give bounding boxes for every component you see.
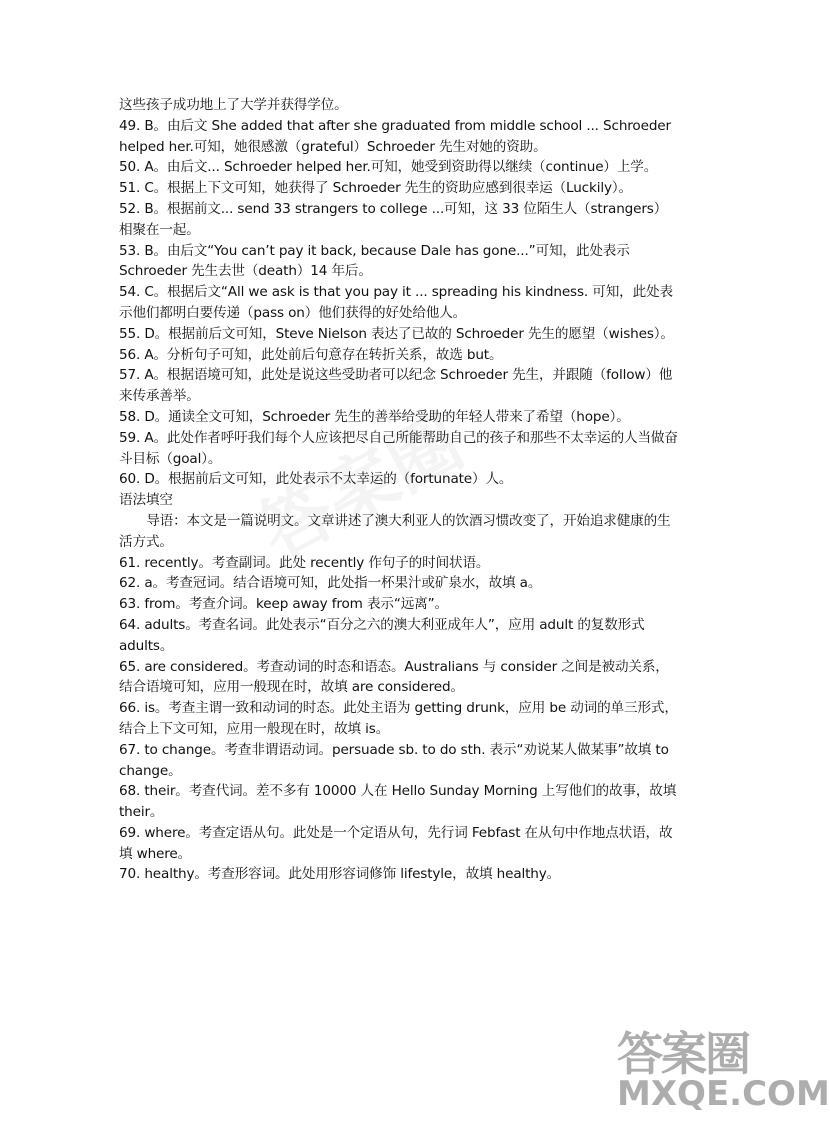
answer-65: 65. are considered。考查动词的时态和语态。Australians 与 consider 之间是被动关系，结合语境可知，应用一般现在时，故填 are considered。: [119, 658, 669, 696]
answer-57: 57. A。根据语境可知，此处是说这些受助者可以纪念 Schroeder 先生，并跟随（follow）他来传承善举。: [119, 367, 673, 405]
section-heading: 语法填空: [119, 492, 173, 509]
answer-53: 53. B。由后文“You can’t pay it back, because Dale has gone...”可知，此处表示 Schroeder 先生去世（death）14 年后。: [119, 242, 630, 280]
answer-54: 54. C。根据后文“All we ask is that you pay it ... spreading his kindness. 可知，此处表示他们都明白要传递（pass on）他们获得的好处给他人。: [119, 284, 673, 321]
answer-explanations: [119, 95, 679, 885]
answer-60: 60. D。根据前后文可知，此处表示不太幸运的（fortunate）人。: [119, 471, 513, 488]
logo-chinese-text: 答案圈: [617, 1027, 749, 1081]
answer-50: 50. A。由后文... Schroeder helped her.可知，她受到资助得以继续（continue）上学。: [119, 159, 658, 176]
answer-59: 59. A。此处作者呼吁我们每个人应该把尽自己所能帮助自己的孩子和那些不太幸运的人当做奋斗目标（goal）。: [119, 429, 678, 467]
logo-domain-text: MXQE.COM: [617, 1074, 830, 1114]
answer-58: 58. D。通读全文可知，Schroeder 先生的善举给受助的年轻人带来了希望（hope）。: [119, 408, 630, 425]
answer-56: 56. A。分析句子可知，此处前后句意存在转折关系，故选 but。: [119, 346, 503, 363]
site-logo: [609, 1018, 830, 1114]
answer-70: 70. healthy。考查形容词。此处用形容词修饰 lifestyle，故填 healthy。: [119, 866, 561, 883]
answer-49: 49. B。由后文 She added that after she graduated from middle school ... Schroeder helped her.可知，她很感激（grateful）Schroeder 先生对她的资助。: [119, 117, 671, 155]
answer-61: 61. recently。考查副词。此处 recently 作句子的时间状语。: [119, 554, 490, 571]
intro-paragraph: 导语：本文是一篇说明文。文章讲述了澳大利亚人的饮酒习惯改变了，开始追求健康的生活方式。: [119, 512, 671, 550]
answer-63: 63. from。考查介词。keep away from 表示“远离”。: [119, 596, 448, 613]
answer-64: 64. adults。考查名词。此处表示“百分之六的澳大利亚成年人”，应用 adult 的复数形式 adults。: [119, 616, 645, 654]
answer-69: 69. where。考查定语从句。此处是一个定语从句，先行词 Febfast 在从句中作地点状语，故填 where。: [119, 824, 673, 862]
answer-51: 51. C。根据上下文可知，她获得了 Schroeder 先生的资助应感到很幸运（Luckily）。: [119, 180, 632, 197]
answer-55: 55. D。根据前后文可知，Steve Nielson 表达了已故的 Schroeder 先生的愿望（wishes）。: [119, 325, 674, 342]
answer-52: 52. B。根据前文... send 33 strangers to college ...可知，这 33 位陌生人（strangers）相聚在一起。: [119, 200, 668, 238]
answer-66: 66. is。考查主谓一致和动词的时态。此处主语为 getting drunk，应用 be 动词的单三形式，结合上下文可知，应用一般现在时，故填 is。: [119, 700, 678, 737]
text-line: 这些孩子成功地上了大学并获得学位。: [119, 97, 348, 113]
answer-68: 68. their。考查代词。差不多有 10000 人在 Hello Sunday Morning 上写他们的故事，故填 their。: [119, 783, 677, 821]
answer-67: 67. to change。考查非谓语动词。persuade sb. to do sth. 表示“劝说某人做某事”故填 to change。: [119, 741, 669, 779]
answer-62: 62. a。考查冠词。结合语境可知，此处指一杯果汁或矿泉水，故填 a。: [119, 575, 542, 592]
